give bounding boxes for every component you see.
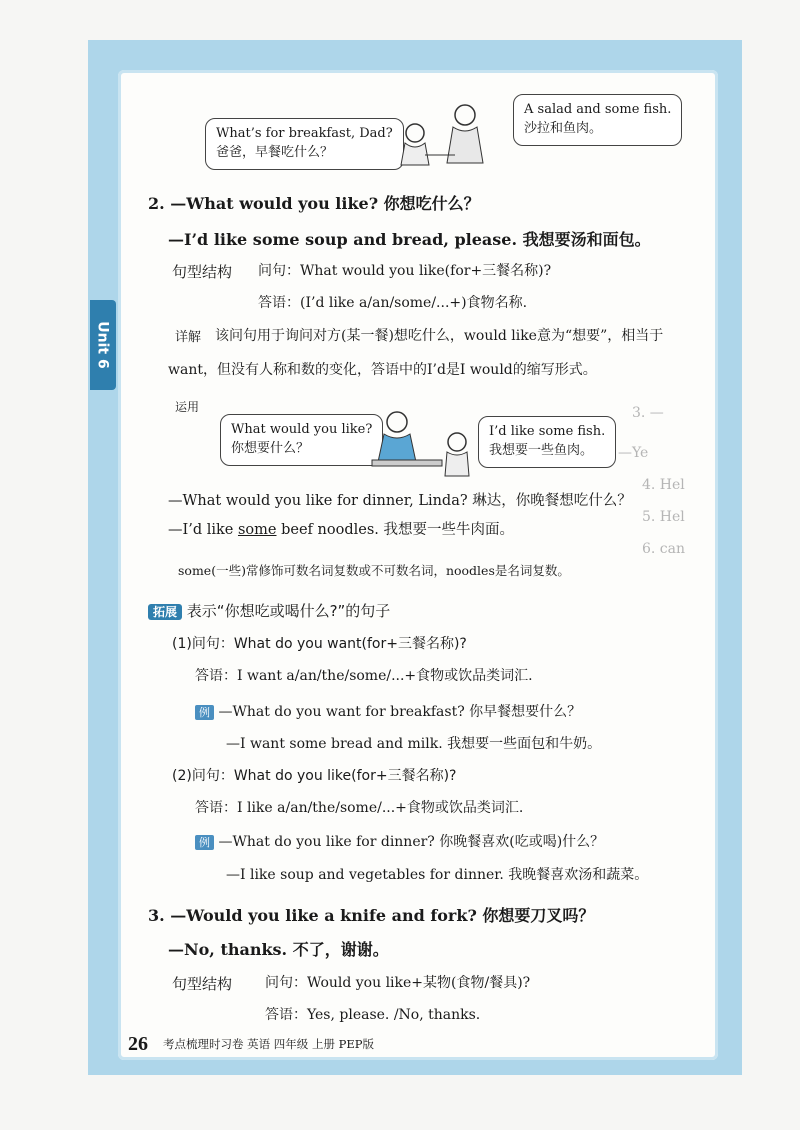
ghost-text: 4. Hel xyxy=(642,477,685,493)
detail-label: 详解 xyxy=(175,330,202,345)
apply-question-bubble: What would you like? 你想要什么？ xyxy=(220,414,383,466)
father-son-illustration-icon xyxy=(385,95,515,170)
example-tag-icon: 例 xyxy=(195,835,214,850)
section2-answer-pattern: 答语：(I’d like a/an/some/...+)食物名称. xyxy=(258,295,528,311)
example-tag-icon: 例 xyxy=(195,705,214,720)
page-number: 26 xyxy=(128,1033,148,1055)
expand-example2-a: —I like soup and vegetables for dinner. 我晚餐喜欢汤和蔬菜。 xyxy=(226,867,649,883)
section3-answer-pattern: 答语：Yes, please. /No, thanks. xyxy=(265,1007,481,1023)
expand-example2-q: 例 —What do you like for dinner? 你晚餐喜欢(吃或喝)什么？ xyxy=(195,834,604,851)
expand-example1-a: —I want some bread and milk. 我想要一些面包和牛奶。 xyxy=(226,736,602,752)
expand-example1-q: 例 —What do you want for breakfast? 你早餐想要什么？ xyxy=(195,704,581,721)
unit-tab: Unit 6 xyxy=(90,300,116,390)
grammar-note: some(一些)常修饰可数名词复数或不可数名词，noodles是名词复数。 xyxy=(178,563,570,578)
ghost-text: 5. Hel xyxy=(642,509,685,525)
dad-reply-bubble: A salad and some fish. 沙拉和鱼肉。 xyxy=(513,94,682,146)
expand-heading: 拓展 表示“你想吃或喝什么?”的句子 xyxy=(148,602,390,620)
apply-label: 运用 xyxy=(175,400,200,414)
section3-question-pattern: 问句：Would you like+某物(食物/餐具)? xyxy=(265,975,531,991)
example-question: —What would you like for dinner, Linda? 琳达，你晚餐想吃什么？ xyxy=(168,493,632,509)
detail-line2: want，但没有人称和数的变化，答语中的I’d是I would的缩写形式。 xyxy=(168,362,597,378)
expand-q1: (1)问句：What do you want(for+三餐名称)? xyxy=(172,636,467,652)
section2-pattern-label: 句型结构 xyxy=(172,263,233,281)
expand-a1: 答语：I want a/an/the/some/...+食物或饮品类词汇. xyxy=(195,668,533,684)
expand-q2: (2)问句：What do you like(for+三餐名称)? xyxy=(172,768,457,784)
section2-title: 2. —What would you like? 你想吃什么？ xyxy=(148,194,480,213)
section2-answer: —I’d like some soup and bread, please. 我想要汤和面包。 xyxy=(168,230,651,249)
section2-question-pattern: 问句：What would you like(for+三餐名称)? xyxy=(258,263,552,279)
expand-a2: 答语：I like a/an/the/some/...+食物或饮品类词汇. xyxy=(195,800,524,816)
book-info: 考点梳理时习卷 英语 四年级 上册 PEP版 xyxy=(163,1037,374,1051)
section3-title: 3. —Would you like a knife and fork? 你想要刀叉吗？ xyxy=(148,906,595,925)
apply-answer-bubble: I’d like some fish. 我想要一些鱼肉。 xyxy=(478,416,616,468)
example-answer: —I’d like some beef noodles. 我想要一些牛肉面。 xyxy=(168,522,514,538)
detail-line1: 该问句用于询问对方(某一餐)想吃什么，would like意为“想要”，相当于 xyxy=(215,328,664,344)
ghost-text: —Ye xyxy=(618,445,649,461)
dad-question-bubble: What’s for breakfast, Dad? 爸爸，早餐吃什么？ xyxy=(205,118,404,170)
waiter-girl-illustration-icon xyxy=(362,400,482,480)
section3-pattern-label: 句型结构 xyxy=(172,975,233,993)
section3-answer: —No, thanks. 不了，谢谢。 xyxy=(168,940,389,959)
underlined-some: some xyxy=(237,522,277,538)
ghost-text: 6. can xyxy=(642,541,686,557)
ghost-text: 3. — xyxy=(632,405,664,421)
expand-tag: 拓展 xyxy=(148,604,182,620)
